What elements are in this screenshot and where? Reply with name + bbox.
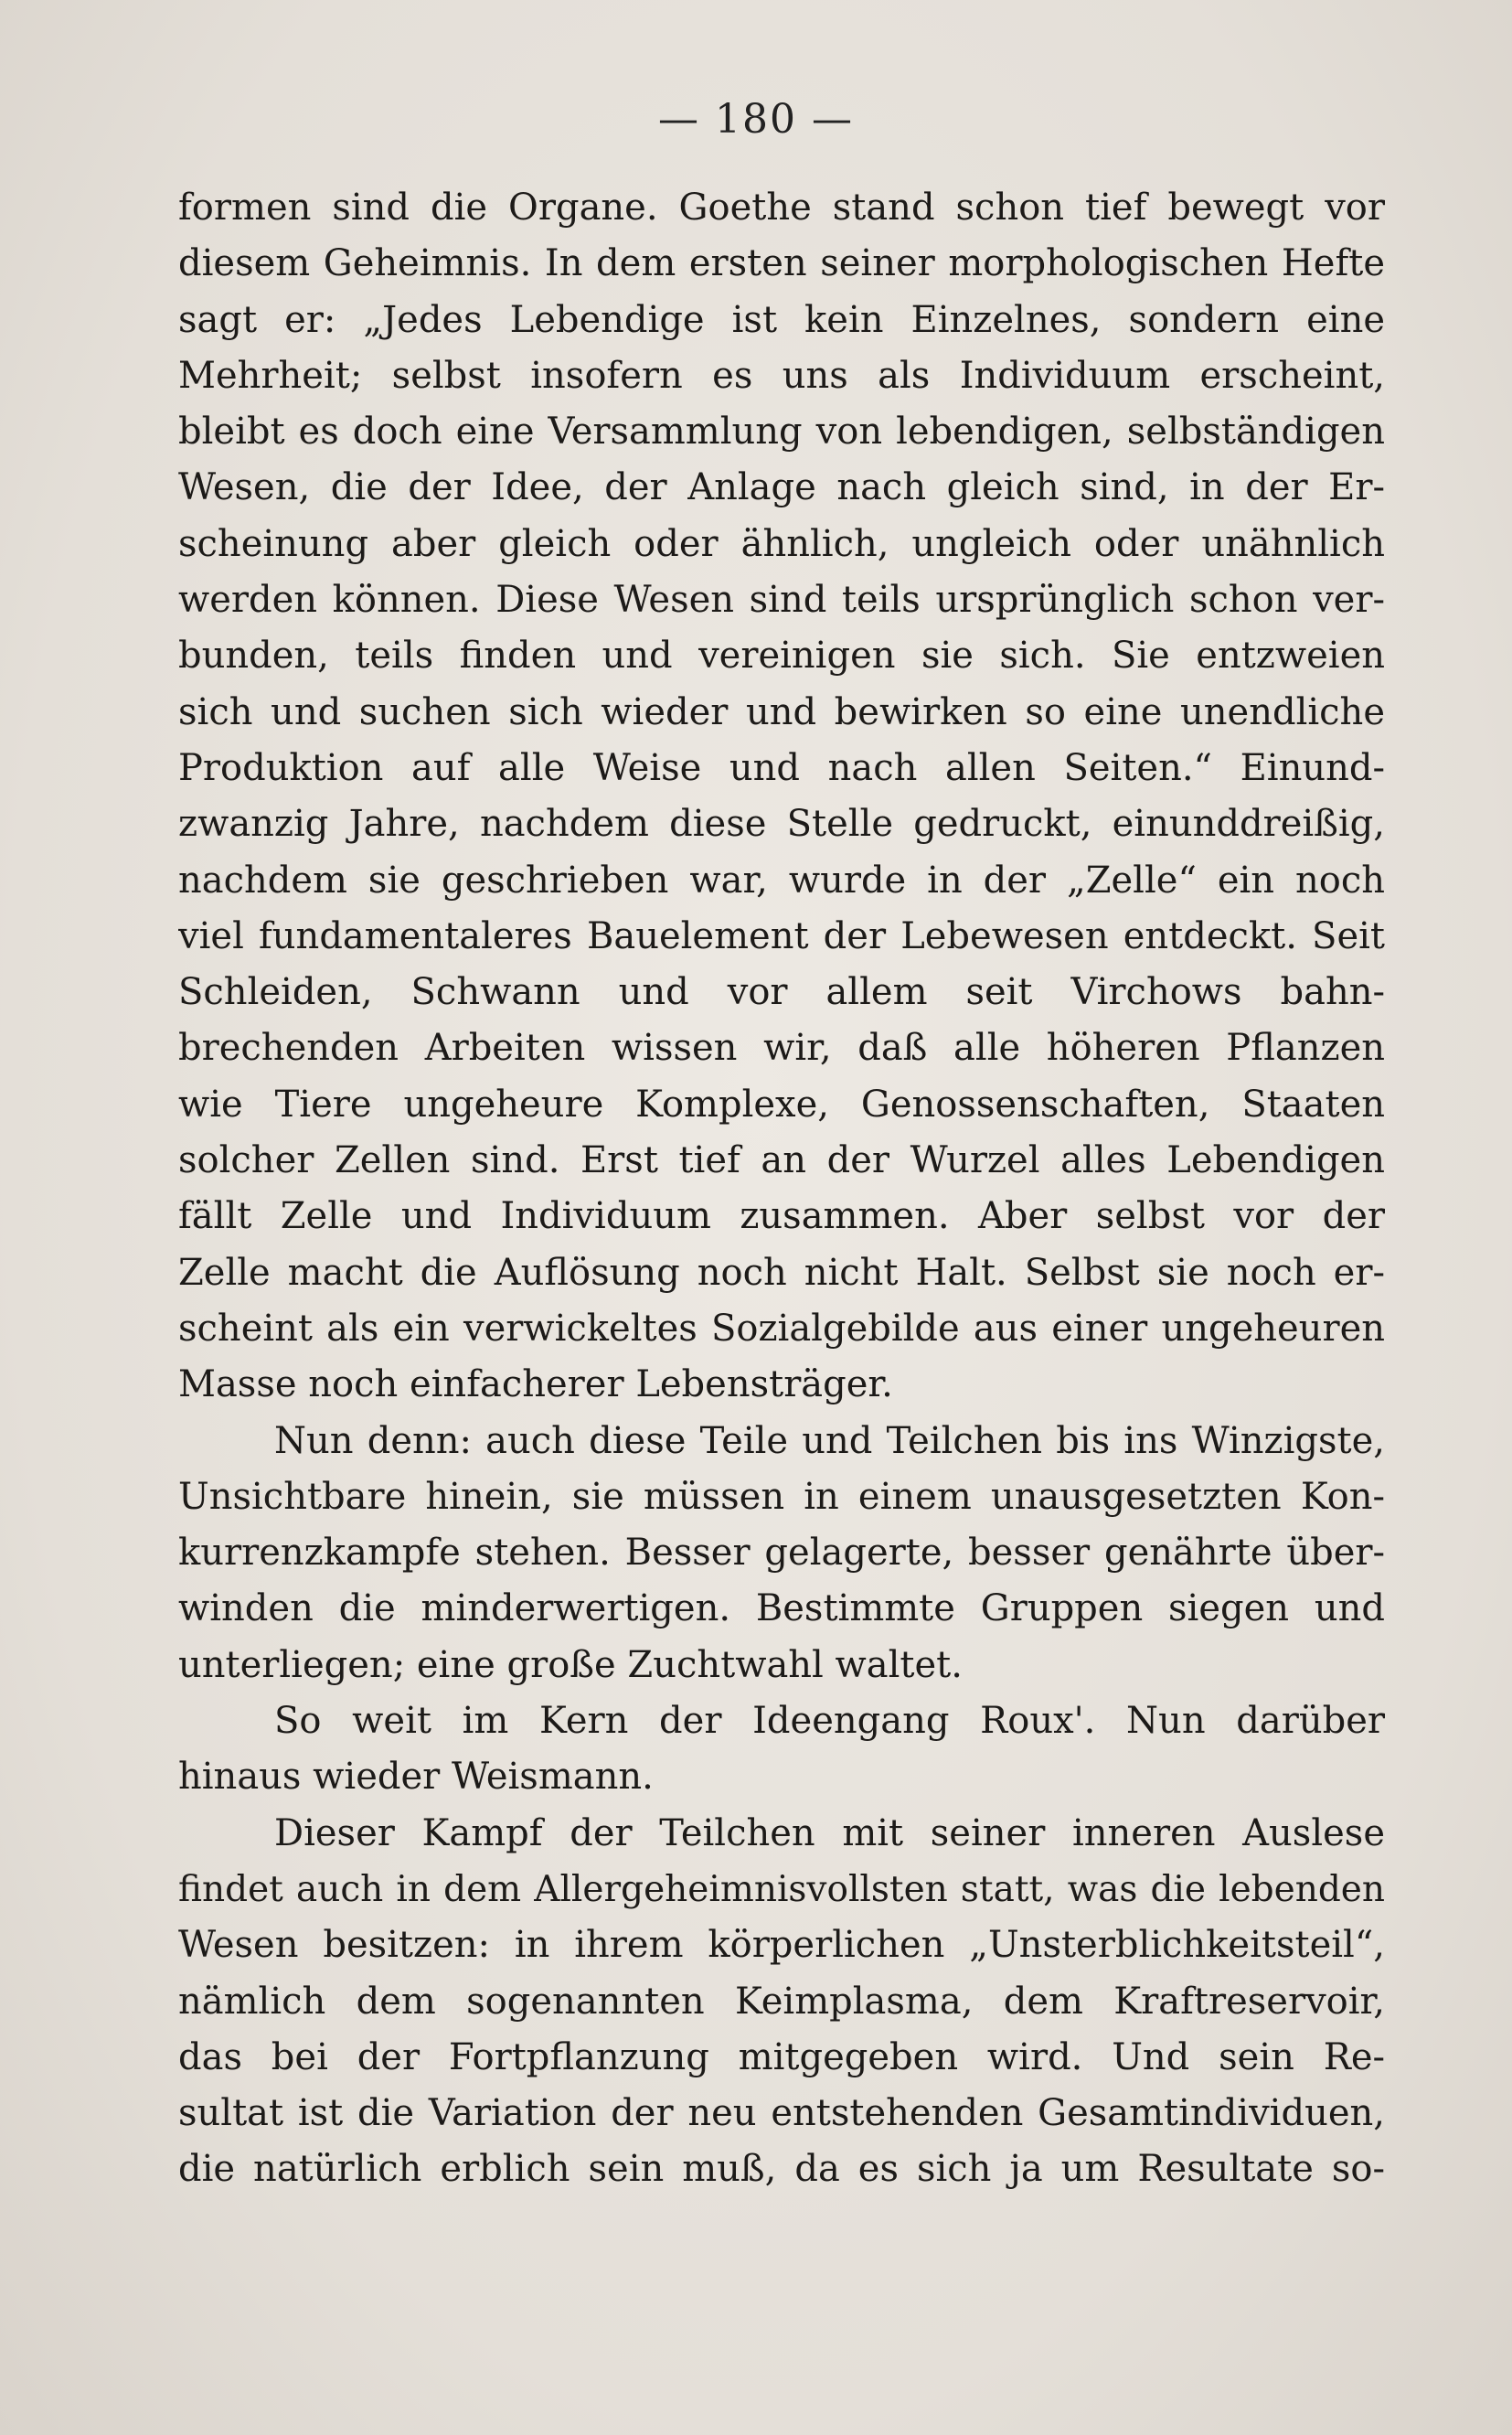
text-line: nachdem sie geschrieben war, wurde in der „Zelle“ ein noch [178, 859, 1385, 902]
text-line: sich und suchen sich wieder und bewirken so eine unendliche [178, 690, 1385, 733]
text-line: diesem Geheimnis. In dem ersten seiner morphologischen Hefte [178, 242, 1385, 285]
text-line: Nun denn: auch diese Teile und Teilchen bis ins Winzigste, [274, 1419, 1385, 1462]
text-line: das bei der Fortpflanzung mitgegeben wird. Und sein Re- [178, 2035, 1385, 2078]
text-line: bunden, teils finden und vereinigen sie sich. Sie entzweien [178, 635, 1385, 678]
text-line: viel fundamentaleres Bauelement der Lebewesen entdeckt. Seit [178, 914, 1385, 957]
text-line: So weit im Kern der Ideengang Roux'. Nun darüber [274, 1700, 1385, 1743]
text-line: werden können. Diese Wesen sind teils ursprünglich schon ver- [178, 579, 1385, 622]
text-line: sagt er: „Jedes Lebendige ist kein Einzelnes, sondern eine [178, 298, 1385, 341]
text-line: fällt Zelle und Individuum zusammen. Aber selbst vor der [178, 1195, 1385, 1238]
text-line: Wesen besitzen: in ihrem körperlichen „Unsterblichkeitsteil“, [178, 1924, 1385, 1967]
text-line: Dieser Kampf der Teilchen mit seiner inneren Auslese [274, 1811, 1385, 1854]
text-line: Wesen, die der Idee, der Anlage nach gleich sind, in der Er- [178, 466, 1385, 509]
text-line: Masse noch einfacherer Lebensträger. [178, 1363, 893, 1406]
text-line: die natürlich erblich sein muß, da es sich ja um Resultate so- [178, 2148, 1385, 2191]
text-line: winden die minderwertigen. Bestimmte Gruppen siegen und [178, 1587, 1385, 1630]
text-line: Unsichtbare hinein, sie müssen in einem unausgesetzten Kon- [178, 1475, 1385, 1518]
text-line: formen sind die Organe. Goethe stand schon tief bewegt vor [178, 187, 1385, 229]
text-line: brechenden Arbeiten wissen wir, daß alle höheren Pflanzen [178, 1027, 1385, 1070]
text-line: Produktion auf alle Weise und nach allen Seiten.“ Einund- [178, 746, 1385, 789]
text-line: Mehrheit; selbst insofern es uns als Individuum erscheint, [178, 354, 1385, 397]
text-line: unterliegen; eine große Zuchtwahl waltet. [178, 1643, 963, 1686]
text-line: Schleiden, Schwann und vor allem seit Virchows bahn- [178, 971, 1385, 1014]
text-line: scheinung aber gleich oder ähnlich, ungleich oder unähnlich [178, 522, 1385, 565]
page-number: — 180 — [658, 96, 854, 143]
text-line: bleibt es doch eine Versammlung von lebendigen, selbständigen [178, 411, 1385, 454]
text-line: sultat ist die Variation der neu entstehenden Gesamtindividuen, [178, 2092, 1385, 2135]
text-line: solcher Zellen sind. Erst tief an der Wurzel alles Lebendigen [178, 1139, 1385, 1182]
text-line: findet auch in dem Allergeheimnisvollsten statt, was die lebenden [178, 1868, 1385, 1910]
text-line: kurrenzkampfe stehen. Besser gelagerte, besser genährte über- [178, 1532, 1385, 1575]
text-line: hinaus wieder Weismann. [178, 1756, 654, 1799]
text-line: wie Tiere ungeheure Komplexe, Genossenschaften, Staaten [178, 1083, 1385, 1126]
text-line: zwanzig Jahre, nachdem diese Stelle gedruckt, einunddreißig, [178, 803, 1385, 846]
text-line: scheint als ein verwickeltes Sozialgebilde aus einer ungeheuren [178, 1307, 1385, 1350]
body-text [178, 180, 1385, 2198]
text-line: Zelle macht die Auflösung noch nicht Halt. Selbst sie noch er- [178, 1251, 1385, 1294]
text-line: nämlich dem sogenannten Keimplasma, dem Kraftreservoir, [178, 1980, 1385, 2023]
